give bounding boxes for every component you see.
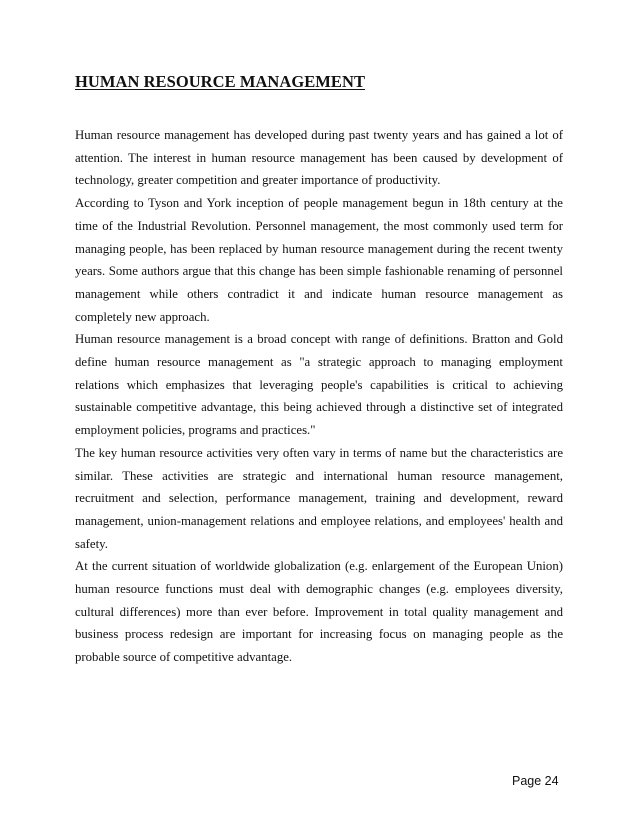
paragraph-globalization: At the current situation of worldwide globalization (e.g. enlargement of the European Union) human resource functions must deal with demographic changes (e.g. employees diversity, cultural differences) more than ever before. Improvement in total quality management and business process redesign are important for increasing focus on managing people as the probable source of competitive advantage. (75, 559, 563, 665)
paragraph-history: According to Tyson and York inception of people management begun in 18th century at the time of the Industrial Revolution. Personnel management, the most commonly used term for managing people, has been replaced by human resource management during the recent twenty years. Some authors argue that this change has been simple fashionable renaming of personnel management while others contradict it and indicate human resource management as completely new approach. (75, 196, 563, 324)
page-number: Page 24 (512, 774, 559, 788)
document-heading: HUMAN RESOURCE MANAGEMENT (75, 72, 365, 91)
paragraph-definition: Human resource management is a broad concept with range of definitions. Bratton and Gold define human resource management as "a strategic approach to managing employment relations which emphasizes that leveraging people's capabilities is critical to achieving sustainable competitive advantage, this being achieved through a distinctive set of integrated employment policies, programs and practices." (75, 332, 563, 438)
document-body (75, 124, 563, 669)
paragraph-key-activities: The key human resource activities very often vary in terms of name but the characteristics are similar. These activities are strategic and international human resource management, recruitment and selection, performance management, training and development, reward management, union-management relations and employee relations, and employees' health and safety. (75, 445, 563, 551)
paragraph-hrm-development: Human resource management has developed during past twenty years and has gained a lot of attention. The interest in human resource management has been caused by development of technology, greater competition and greater importance of productivity. (75, 128, 563, 188)
